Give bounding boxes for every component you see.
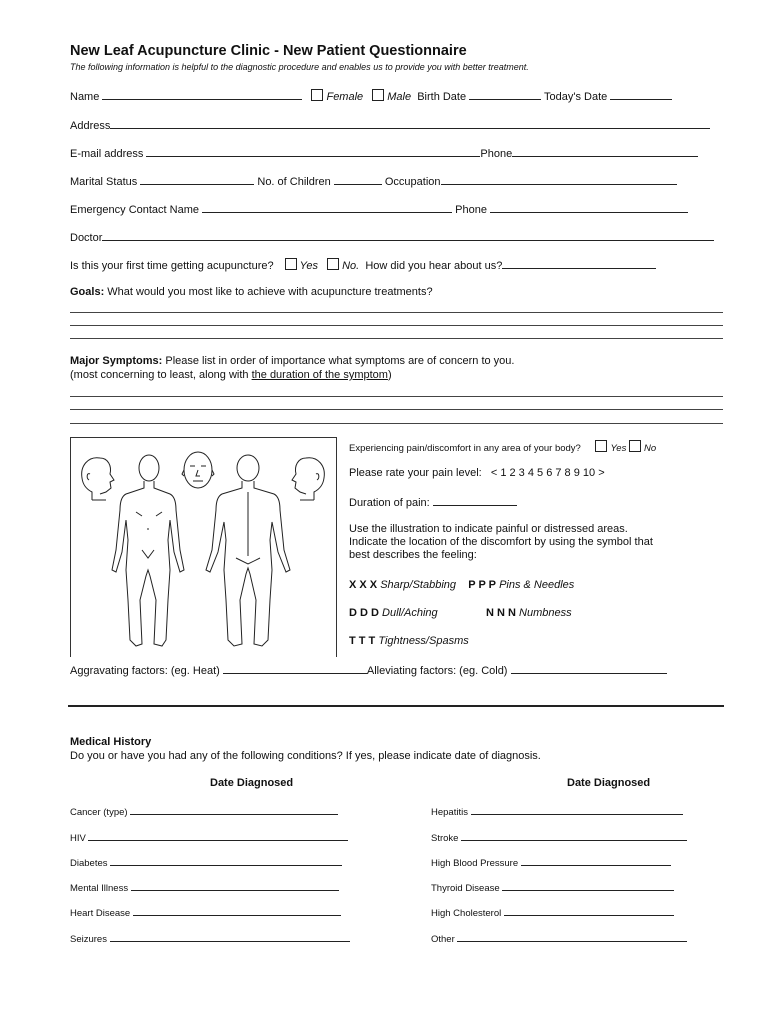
symptoms-line-3[interactable] (70, 423, 723, 424)
head-front-icon (182, 452, 214, 488)
first-time-row (70, 258, 656, 272)
medical-history-title: Medical History (70, 736, 152, 748)
address-row (70, 118, 710, 132)
figure-top-border (70, 437, 337, 438)
doctor-label: Doctor (70, 232, 103, 244)
date-diagnosed-header-left: Date Diagnosed (210, 777, 294, 789)
condition-date-field[interactable] (130, 804, 338, 815)
condition-row (70, 880, 339, 894)
condition-date-field[interactable] (110, 931, 350, 942)
condition-label: High Cholesterol (431, 908, 502, 919)
body-back-icon (206, 455, 290, 646)
page-subtitle: The following information is helpful to the diagnostic procedure and enables us to provide you with better treatment. (70, 62, 529, 72)
condition-row (70, 931, 350, 945)
condition-row (70, 830, 348, 844)
phone-field[interactable] (512, 146, 698, 157)
address-field[interactable] (110, 118, 710, 129)
pain-duration-field[interactable] (433, 495, 517, 506)
aggravating-label: Aggravating factors: (eg. Heat) (70, 665, 220, 677)
condition-label: HIV (70, 833, 86, 844)
pain-instructions (349, 523, 653, 562)
condition-row (70, 905, 341, 919)
goals-line-1[interactable] (70, 312, 723, 313)
condition-date-field[interactable] (110, 855, 342, 866)
symbol-code-tight: T T T (349, 635, 376, 647)
symptoms-line-2[interactable] (70, 409, 723, 410)
occupation-label: Occupation (384, 176, 441, 188)
name-field[interactable] (102, 89, 302, 100)
marital-status-field[interactable] (140, 174, 254, 185)
symptoms-label: Major Symptoms: (70, 355, 163, 367)
medical-history-question: Do you or have you had any of the following conditions? If yes, please indicate date of diagnosis. (70, 750, 541, 762)
birth-date-field[interactable] (469, 89, 541, 100)
email-field[interactable] (146, 146, 480, 157)
pain-instructions-line-2: Indicate the location of the discomfort by using the symbol that (349, 536, 653, 548)
symptoms-subtext-prefix: (most concerning to least, along with (70, 369, 252, 381)
phone-label: Phone (480, 148, 513, 160)
first-time-yes-label: Yes (299, 260, 319, 272)
condition-row (70, 804, 338, 818)
first-time-label: Is this your first time getting acupuncture? (70, 260, 274, 272)
condition-label: High Blood Pressure (431, 858, 519, 869)
head-profile-right-icon (292, 458, 324, 500)
condition-row (431, 931, 687, 945)
symbol-code-numb: N N N (486, 607, 516, 619)
symptoms-subtext-underlined: the duration of the symptom (251, 369, 388, 381)
symbol-desc-pins: Pins & Needles (499, 579, 575, 591)
name-label: Name (70, 91, 100, 103)
figure-left-border (70, 437, 72, 657)
symbol-code-pins: P P P (468, 579, 496, 591)
email-row (70, 146, 698, 160)
name-row (70, 89, 672, 103)
email-label: E-mail address (70, 148, 144, 160)
section-divider (68, 705, 724, 707)
condition-label: Other (431, 934, 455, 945)
alleviating-field[interactable] (511, 663, 667, 674)
birth-date-label: Birth Date (417, 91, 467, 103)
first-time-no-checkbox[interactable] (327, 258, 339, 270)
condition-date-field[interactable] (504, 905, 674, 916)
todays-date-label: Today's Date (544, 91, 608, 103)
condition-row (431, 855, 671, 869)
male-label: Male (387, 91, 412, 103)
emergency-phone-field[interactable] (490, 202, 688, 213)
doctor-row (70, 230, 714, 244)
figure-right-border (336, 437, 338, 657)
condition-date-field[interactable] (471, 804, 683, 815)
goals-line-3[interactable] (70, 338, 723, 339)
symbol-row-2b (486, 607, 572, 619)
pain-no-checkbox[interactable] (629, 440, 641, 452)
condition-row (431, 880, 674, 894)
symptoms-line-1[interactable] (70, 396, 723, 397)
pain-duration-label: Duration of pain: (349, 497, 430, 509)
condition-date-field[interactable] (133, 905, 341, 916)
condition-date-field[interactable] (457, 931, 687, 942)
condition-label: Thyroid Disease (431, 883, 500, 894)
symbol-desc-dull: Dull/Aching (382, 607, 438, 619)
pain-yes-checkbox[interactable] (595, 440, 607, 452)
symbol-desc-numb: Numbness (519, 607, 572, 619)
pain-no-label: No (643, 443, 657, 454)
first-time-yes-checkbox[interactable] (285, 258, 297, 270)
pain-rate-label: Please rate your pain level: (349, 467, 482, 479)
condition-label: Cancer (type) (70, 807, 128, 818)
emergency-phone-label: Phone (455, 204, 487, 216)
condition-row (431, 905, 674, 919)
date-diagnosed-header-right: Date Diagnosed (567, 777, 651, 789)
pain-question-row (349, 440, 656, 454)
marital-row (70, 174, 677, 188)
condition-date-field[interactable] (88, 830, 348, 841)
symptoms-subtext-suffix: ) (387, 369, 392, 381)
pain-duration-row (349, 495, 517, 509)
emergency-contact-label: Emergency Contact Name (70, 204, 199, 216)
symbol-desc-tight: Tightness/Spasms (378, 635, 469, 647)
condition-date-field[interactable] (502, 880, 674, 891)
hear-about-label: How did you hear about us? (365, 260, 503, 272)
symbol-row-2 (349, 607, 438, 619)
condition-label: Mental Illness (70, 883, 129, 894)
female-checkbox[interactable] (311, 89, 323, 101)
condition-row (70, 855, 342, 869)
body-diagram[interactable] (70, 440, 337, 656)
condition-label: Seizures (70, 934, 107, 945)
goals-label: Goals: (70, 286, 105, 298)
emergency-row (70, 202, 688, 216)
condition-date-field[interactable] (521, 855, 671, 866)
symbol-row-3 (349, 635, 469, 647)
condition-row (431, 830, 687, 844)
pain-rate-row (349, 467, 605, 479)
symptoms-text: Please list in order of importance what symptoms are of concern to you. (165, 355, 515, 367)
condition-label: Hepatitis (431, 807, 468, 818)
hear-about-field[interactable] (502, 258, 656, 269)
head-profile-left-icon (82, 458, 114, 500)
first-time-no-label: No. (342, 260, 360, 272)
condition-label: Diabetes (70, 858, 108, 869)
condition-label: Stroke (431, 833, 459, 844)
condition-row (431, 804, 683, 818)
goals-question: What would you most like to achieve with acupuncture treatments? (107, 286, 433, 298)
marital-status-label: Marital Status (70, 176, 138, 188)
alleviating-label: Alleviating factors: (eg. Cold) (366, 665, 508, 677)
condition-label: Heart Disease (70, 908, 131, 919)
children-label: No. of Children (257, 176, 331, 188)
address-label: Address (70, 120, 111, 132)
pain-yes-label: Yes (610, 443, 627, 454)
body-front-icon (112, 455, 184, 646)
factors-row (70, 663, 667, 677)
symbol-desc-sharp: Sharp/Stabbing (380, 579, 457, 591)
symbol-code-dull: D D D (349, 607, 379, 619)
symbol-code-sharp: X X X (349, 579, 378, 591)
pain-question: Experiencing pain/discomfort in any area of your body? (349, 443, 581, 454)
aggravating-field[interactable] (223, 663, 367, 674)
male-checkbox[interactable] (372, 89, 384, 101)
goals-line-2[interactable] (70, 325, 723, 326)
symptoms-subtext (70, 369, 392, 381)
female-label: Female (326, 91, 364, 103)
page-title: New Leaf Acupuncture Clinic - New Patient Questionnaire (70, 43, 467, 59)
condition-date-field[interactable] (131, 880, 339, 891)
occupation-field[interactable] (441, 174, 677, 185)
goals-heading (70, 286, 433, 298)
pain-instructions-line-3: best describes the feeling: (349, 549, 477, 561)
pain-instructions-line-1: Use the illustration to indicate painful or distressed areas. (349, 523, 628, 535)
emergency-contact-field[interactable] (202, 202, 452, 213)
symbol-row-1 (349, 579, 574, 591)
symptoms-heading (70, 355, 514, 367)
pain-scale[interactable]: < 1 2 3 4 5 6 7 8 9 10 > (490, 467, 605, 479)
doctor-field[interactable] (102, 230, 714, 241)
todays-date-field[interactable] (610, 89, 672, 100)
children-field[interactable] (334, 174, 382, 185)
condition-date-field[interactable] (461, 830, 687, 841)
